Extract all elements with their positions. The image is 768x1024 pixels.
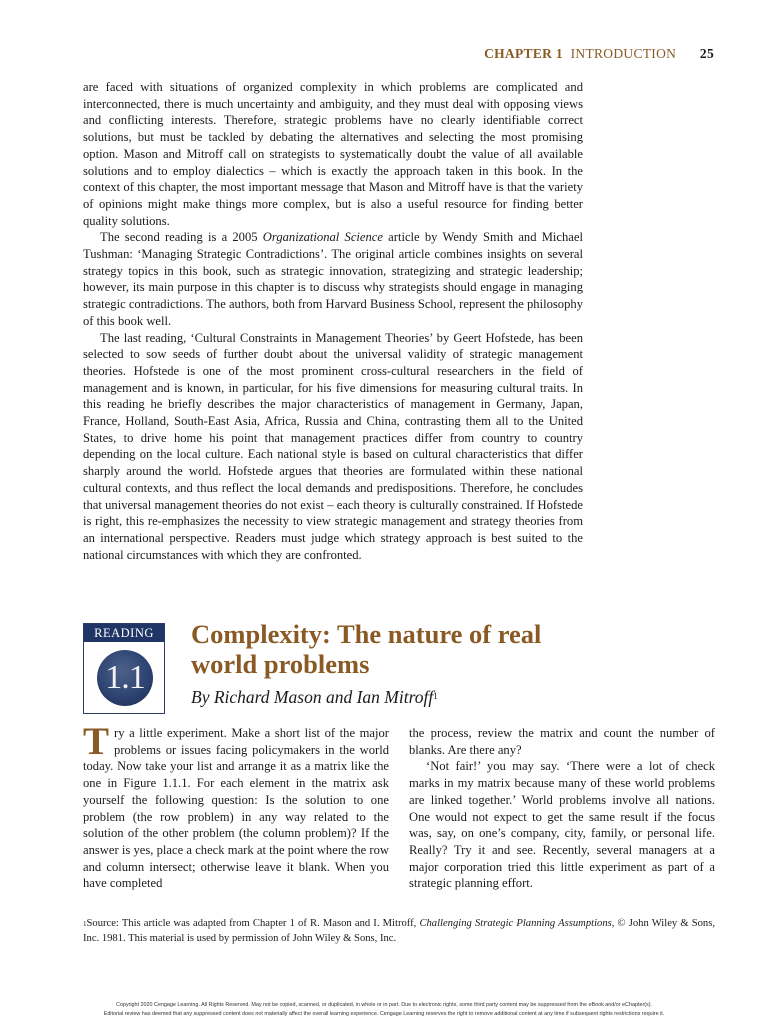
intro-paragraph-1: are faced with situations of organized complexity in which problems are complicated and interconnected, there is much uncertainty and ambiguity, and they must deal with opposing views and conflicting interests. Therefore, strategic problems have no clearly identifiable correct solutions, but must be tackled by debating the alternatives and selecting the most promising option. Mason and Mitroff call on strategists to systematically doubt the value of all available solutions and to employ dialectics – which is exactly the approach taken in this book. In the context of this chapter, the most important message that Mason and Mitroff have is that the variety of opinions might make things more complex, but is also a useful resource for finding better quality solutions. bbox=[83, 80, 583, 228]
byline bbox=[191, 686, 438, 708]
reading-box bbox=[83, 623, 165, 714]
page-number: 25 bbox=[699, 46, 714, 61]
copyright-line-1: Copyright 2020 Cengage Learning. All Rights Reserved. May not be copied, scanned, or duplicated, in whole or in part. Due to electronic rights, some third party content may be suppressed from the eBook and/or eChapter(s). bbox=[115, 1002, 653, 1008]
journal-title: Organizational Science bbox=[262, 230, 383, 245]
footnote-source: Source: This article was adapted from Chapter 1 of R. Mason and I. Mitroff, bbox=[86, 918, 420, 929]
intro-paragraph-3: The last reading, ‘Cultural Constraints in Management Theories’ by Geert Hofstede, has been selected to sow seeds of further doubt about the universal validity of strategic management theories. Hofstede is one of the most prominent cross-cultural researchers in the field of management and is known, in particular, for his five dimensions for measuring cultural traits. In this reading he briefly describes the major characteristics of management in Germany, Japan, France, Holland, South-East Asia, Africa, Russia and China, contrasting them all to the United States, to drive home his point that management practices differ from country to country depending on the local culture. Each national style is based on cultural characteristics that differ sharply around the world. Hofstede argues that theories are formulated within these national cultural contexts, and thus reflect the local demands and predispositions. Therefore, he concludes that universal management theories do not exist – each theory is culturally constrained. If Hofstede is right, this re-emphasizes the necessity to view strategic management and strategy theories from an international perspective. Readers must judge which strategy approach is best suited to the national circumstances with which they are confronted. bbox=[83, 330, 583, 562]
copyright-line-2: Editorial review has deemed that any suppressed content does not materially affect the overall learning experience. Cengage Learning reserves the right to remove additional content at any time if subsequent rights restrictions require it. bbox=[103, 1010, 665, 1017]
footnote bbox=[83, 917, 715, 946]
body-column-right bbox=[409, 725, 715, 892]
chapter-title: INTRODUCTION bbox=[570, 46, 677, 61]
reading-label: READING bbox=[84, 624, 164, 642]
copyright-notice bbox=[40, 1001, 728, 1018]
body-paragraph-1-text: ry a little experiment. Make a short list of the major problems or issues facing policymakers in the world today. Now take your list and arrange it as a matrix like the one in Figure 1.1.1. For each element in the matrix ask yourself the following question: Is the solution to one problem (the row problem) in any way related to the solution of the other problem (the column problem)? If the answer is yes, place a check mark at the point where the row and column intersect; otherwise leave it blank. When you have completed bbox=[83, 726, 389, 891]
running-head bbox=[484, 46, 714, 62]
byline-footnote-marker: 1 bbox=[433, 691, 438, 701]
body-column-left bbox=[83, 720, 389, 892]
reading-number-badge: 1.1 bbox=[97, 650, 153, 706]
footnote-rights: , © John Wiley & Sons, Inc. 1981. This material is used by permission of John Wiley & Sons, Inc. bbox=[83, 918, 715, 944]
footnote-marker: 1 bbox=[83, 920, 87, 928]
chapter-label: CHAPTER 1 bbox=[484, 46, 563, 61]
intro-text bbox=[83, 79, 583, 563]
intro-paragraph-2 bbox=[83, 229, 583, 329]
reading-title: Complexity: The nature of real world problems bbox=[191, 619, 542, 679]
intro-paragraph-2-start: The second reading is a 2005 bbox=[100, 230, 263, 245]
body-paragraph-1 bbox=[83, 720, 389, 892]
intro-paragraph-2-rest: article by Wendy Smith and Michael Tushman: ‘Managing Strategic Contradictions’. The original article combines insights on several strategy topics in this book, such as strategic innovation, strategizing and strategic leadership; however, its main purpose in this chapter is to discuss why strategists should engage in managing strategic contradictions. The authors, both from Harvard Business School, represent the philosophy of this book well. bbox=[83, 230, 583, 328]
body-paragraph-1-continued: the process, review the matrix and count the number of blanks. Are there any? bbox=[409, 726, 715, 757]
drop-cap: T bbox=[83, 720, 110, 763]
body-paragraph-2: ‘Not fair!’ you may say. ‘There were a lot of check marks in my matrix because many of these world problems are linked together.’ World problems involve all nations. One would not expect to get the same result if the focus was, say, on one’s company, city, family, or personal life. Really? Try it and see. Recently, several managers at a major corporation tried this little experiment as part of a strategic planning effort. bbox=[409, 759, 715, 891]
byline-authors: By Richard Mason and Ian Mitroff bbox=[191, 687, 434, 707]
footnote-book-title: Challenging Strategic Planning Assumptions bbox=[419, 918, 612, 929]
